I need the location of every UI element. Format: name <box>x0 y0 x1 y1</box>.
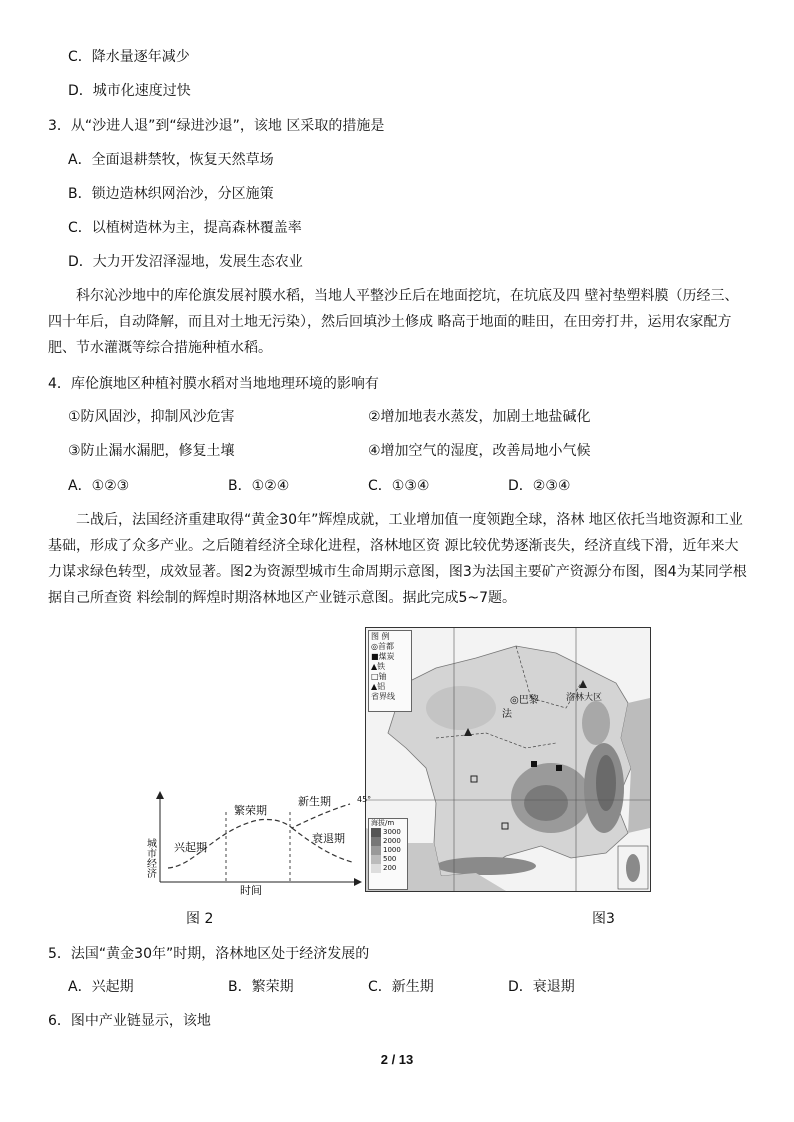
fig2-stage-renewal: 新生期 <box>298 795 331 808</box>
fig3-label-fa: 法 <box>502 709 512 720</box>
fig3-label-paris: ◎巴黎 <box>510 695 539 706</box>
fig2-stage-prosperity: 繁荣期 <box>234 804 267 817</box>
fig2-caption: 图 2 <box>186 911 214 927</box>
fig3-elev-500: 500 <box>383 855 397 863</box>
q3-option-b: B．锁边造林织网治沙，分区施策 <box>68 186 274 202</box>
q3-stem: 3．从“沙进人退”到“绿进沙退”，该地 区采取的措施是 <box>48 118 385 134</box>
fig2-stage-emerging: 兴起期 <box>174 841 207 854</box>
figure-3-map <box>365 627 651 892</box>
fig3-elev-1000: 1000 <box>383 846 401 854</box>
fig3-legend-uranium: □铀 <box>371 672 387 681</box>
fig3-legend-title: 图 例 <box>371 632 390 641</box>
q4-option-c: C．①③④ <box>368 478 430 494</box>
q3-option-a: A．全面退耕禁牧，恢复天然草场 <box>68 152 274 168</box>
fig3-legend-border: 省界线 <box>371 692 395 701</box>
fig3-elev-200: 200 <box>383 864 397 872</box>
fig3-label-45: 45° <box>357 795 372 804</box>
page-number: 2 / 13 <box>380 1052 414 1067</box>
fig2-x-label: 时间 <box>240 884 262 895</box>
q4-statement-4: ④增加空气的湿度，改善局地小气候 <box>368 443 591 459</box>
q6-stem: 6．图中产业链显示，该地 <box>48 1013 211 1029</box>
fig3-legend-aluminium: ▲铝 <box>371 682 386 691</box>
q4-option-b: B．①②④ <box>228 478 290 494</box>
q5-option-d: D．衰退期 <box>508 979 575 995</box>
q2-option-c: C．降水量逐年减少 <box>68 49 190 65</box>
figure-2-lifecycle <box>140 790 365 895</box>
q4-option-a: A．①②③ <box>68 478 130 494</box>
q5-option-c: C．新生期 <box>368 979 434 995</box>
fig3-label-lorraine: 洛林大区 <box>566 693 603 703</box>
fig3-legend-iron: ▲铁 <box>371 662 386 671</box>
q2-option-d: D．城市化速度过快 <box>68 83 191 99</box>
passage-lorraine: 二战后，法国经济重建取得“黄金30年”辉煌成就，工业增加值一度领跑全球，洛林 地区依托当地资源和工业基础，形成了众多产业。之后随着经济全球化进程，洛林地区资 源比较优势逐渐丧失，经济直线下滑，近年来大力谋求绿色转型，成效显著。图2为资源型城市生命周期示意图，图3为法国主要矿产资源分布图，图4为某同学根据自己所查资 料绘制的辉煌时期洛林地区产业链示意图。据此完成5~7题。 <box>48 512 747 606</box>
fig3-legend <box>368 630 412 712</box>
q3-option-d: D．大力开发沼泽湿地，发展生态农业 <box>68 254 303 270</box>
q5-option-b: B．繁荣期 <box>228 979 294 995</box>
q3-option-c: C．以植树造林为主，提高森林覆盖率 <box>68 220 302 236</box>
fig3-elev-2000: 2000 <box>383 837 401 845</box>
q4-statement-3: ③防止漏水漏肥，修复土壤 <box>68 443 235 459</box>
fig2-stage-decline: 衰退期 <box>312 832 345 845</box>
q4-statement-1: ①防风固沙，抑制风沙危害 <box>68 409 235 425</box>
q4-stem: 4．库伦旗地区种植衬膜水稻对当地地理环境的影响有 <box>48 376 379 392</box>
fig3-caption: 图3 <box>592 911 615 927</box>
q5-option-a: A．兴起期 <box>68 979 134 995</box>
fig3-elevation-legend <box>368 818 408 890</box>
q4-statement-2: ②增加地表水蒸发，加剧土地盐碱化 <box>368 409 591 425</box>
fig3-elev-3000: 3000 <box>383 828 401 836</box>
fig3-legend-coal: ■煤炭 <box>371 652 395 661</box>
fig3-legend-capital: ◎首都 <box>371 642 394 651</box>
fig2-y-label: 城市经济 <box>144 838 156 878</box>
q5-stem: 5．法国“黄金30年”时期，洛林地区处于经济发展的 <box>48 946 370 962</box>
passage-kulun: 科尔沁沙地中的库伦旗发展衬膜水稻，当地人平整沙丘后在地面挖坑，在坑底及四 壁衬垫塑料膜（历经三、四十年后，自动降解，而且对土地无污染），然后回填沙土修成 略高于地面的畦田，在田旁打井，运用农家配方肥、节水灌溉等综合措施种植水稻。 <box>48 288 739 356</box>
q4-option-d: D．②③④ <box>508 478 571 494</box>
fig3-elevation-title: 海拔/m <box>371 819 395 827</box>
